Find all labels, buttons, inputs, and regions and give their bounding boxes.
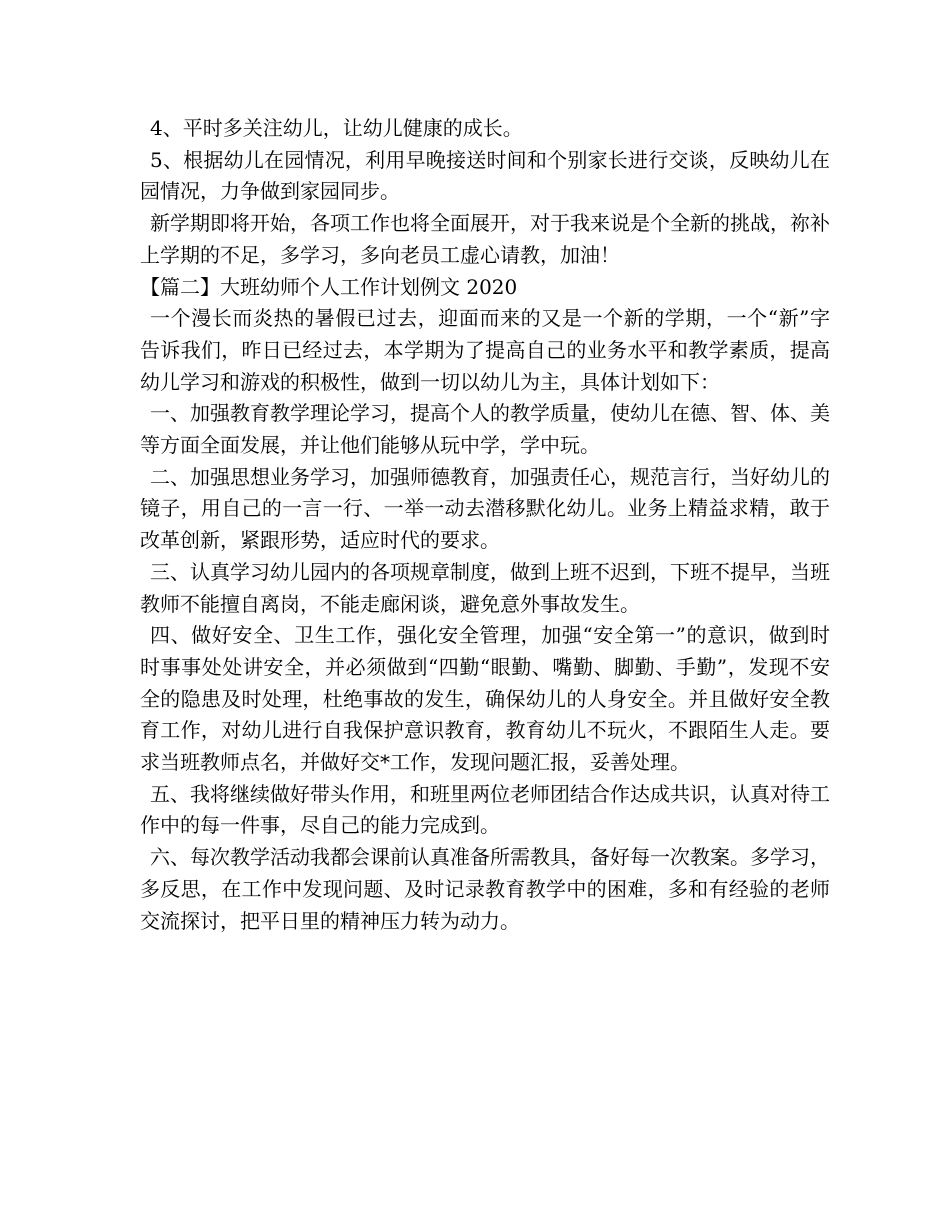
paragraph-point-one: 一、加强教育教学理论学习，提高个人的教学质量，使幼儿在德、智、体、美等方面全面发展，并让他们能够从玩中学，学中玩。 bbox=[140, 401, 830, 458]
paragraph-point-two: 二、加强思想业务学习，加强师德教育，加强责任心，规范言行，当好幼儿的镜子，用自己的一言一行、一举一动去潜移默化幼儿。业务上精益求精，敢于改革创新，紧跟形势，适应时代的要求。 bbox=[140, 464, 830, 553]
paragraph-point-three: 三、认真学习幼儿园内的各项规章制度，做到上班不迟到，下班不提早，当班教师不能擅自离岗，不能走廊闲谈，避免意外事故发生。 bbox=[140, 559, 830, 616]
paragraph-new-semester: 新学期即将开始，各项工作也将全面展开，对于我来说是个全新的挑战，祢补上学期的不足，多学习，多向老员工虚心请教，加油！ bbox=[140, 211, 830, 267]
paragraph-point-four: 四、做好安全、卫生工作，强化安全管理，加强“安全第一”的意识，做到时时事事处处讲安全，并必须做到“四勤“眼勤、嘴勤、脚勤、手勤”，发现不安全的隐患及时处理，杜绝事故的发生，确保幼儿的人身安全。并且做好安全教育工作，对幼儿进行自我保护意识教育，教育幼儿不玩火，不跟陌生人走。要求当班教师点名，并做好交*工作，发现问题汇报，妥善处理。 bbox=[140, 623, 830, 775]
paragraph-intro: 一个漫长而炎热的暑假已过去，迎面而来的又是一个新的学期，一个“新”字告诉我们，昨日已经过去，本学期为了提高自己的业务水平和教学素质，提高幼儿学习和游戏的积极性，做到一切以幼儿为主，具体计划如下： bbox=[140, 306, 830, 394]
document-page bbox=[140, 113, 830, 937]
section-heading-part-two: 【篇二】大班幼师个人工作计划例文 2020 bbox=[140, 274, 518, 299]
paragraph-item-5: 5、根据幼儿在园情况，利用早晚接送时间和个别家长进行交谈，反映幼儿在园情况，力争做到家园同步。 bbox=[140, 147, 830, 204]
paragraph-item-4: 4、平时多关注幼儿，让幼儿健康的成长。 bbox=[150, 116, 523, 140]
paragraph-point-five: 五、我将继续做好带头作用，和班里两位老师团结合作达成共识，认真对待工作中的每一件事，尽自己的能力完成到。 bbox=[140, 781, 830, 838]
paragraph-point-six: 六、每次教学活动我都会课前认真准备所需教具，备好每一次教案。多学习，多反思，在工作中发现问题、及时记录教育教学中的困难，多和有经验的老师交流探讨，把平日里的精神压力转为动力。 bbox=[140, 845, 830, 933]
